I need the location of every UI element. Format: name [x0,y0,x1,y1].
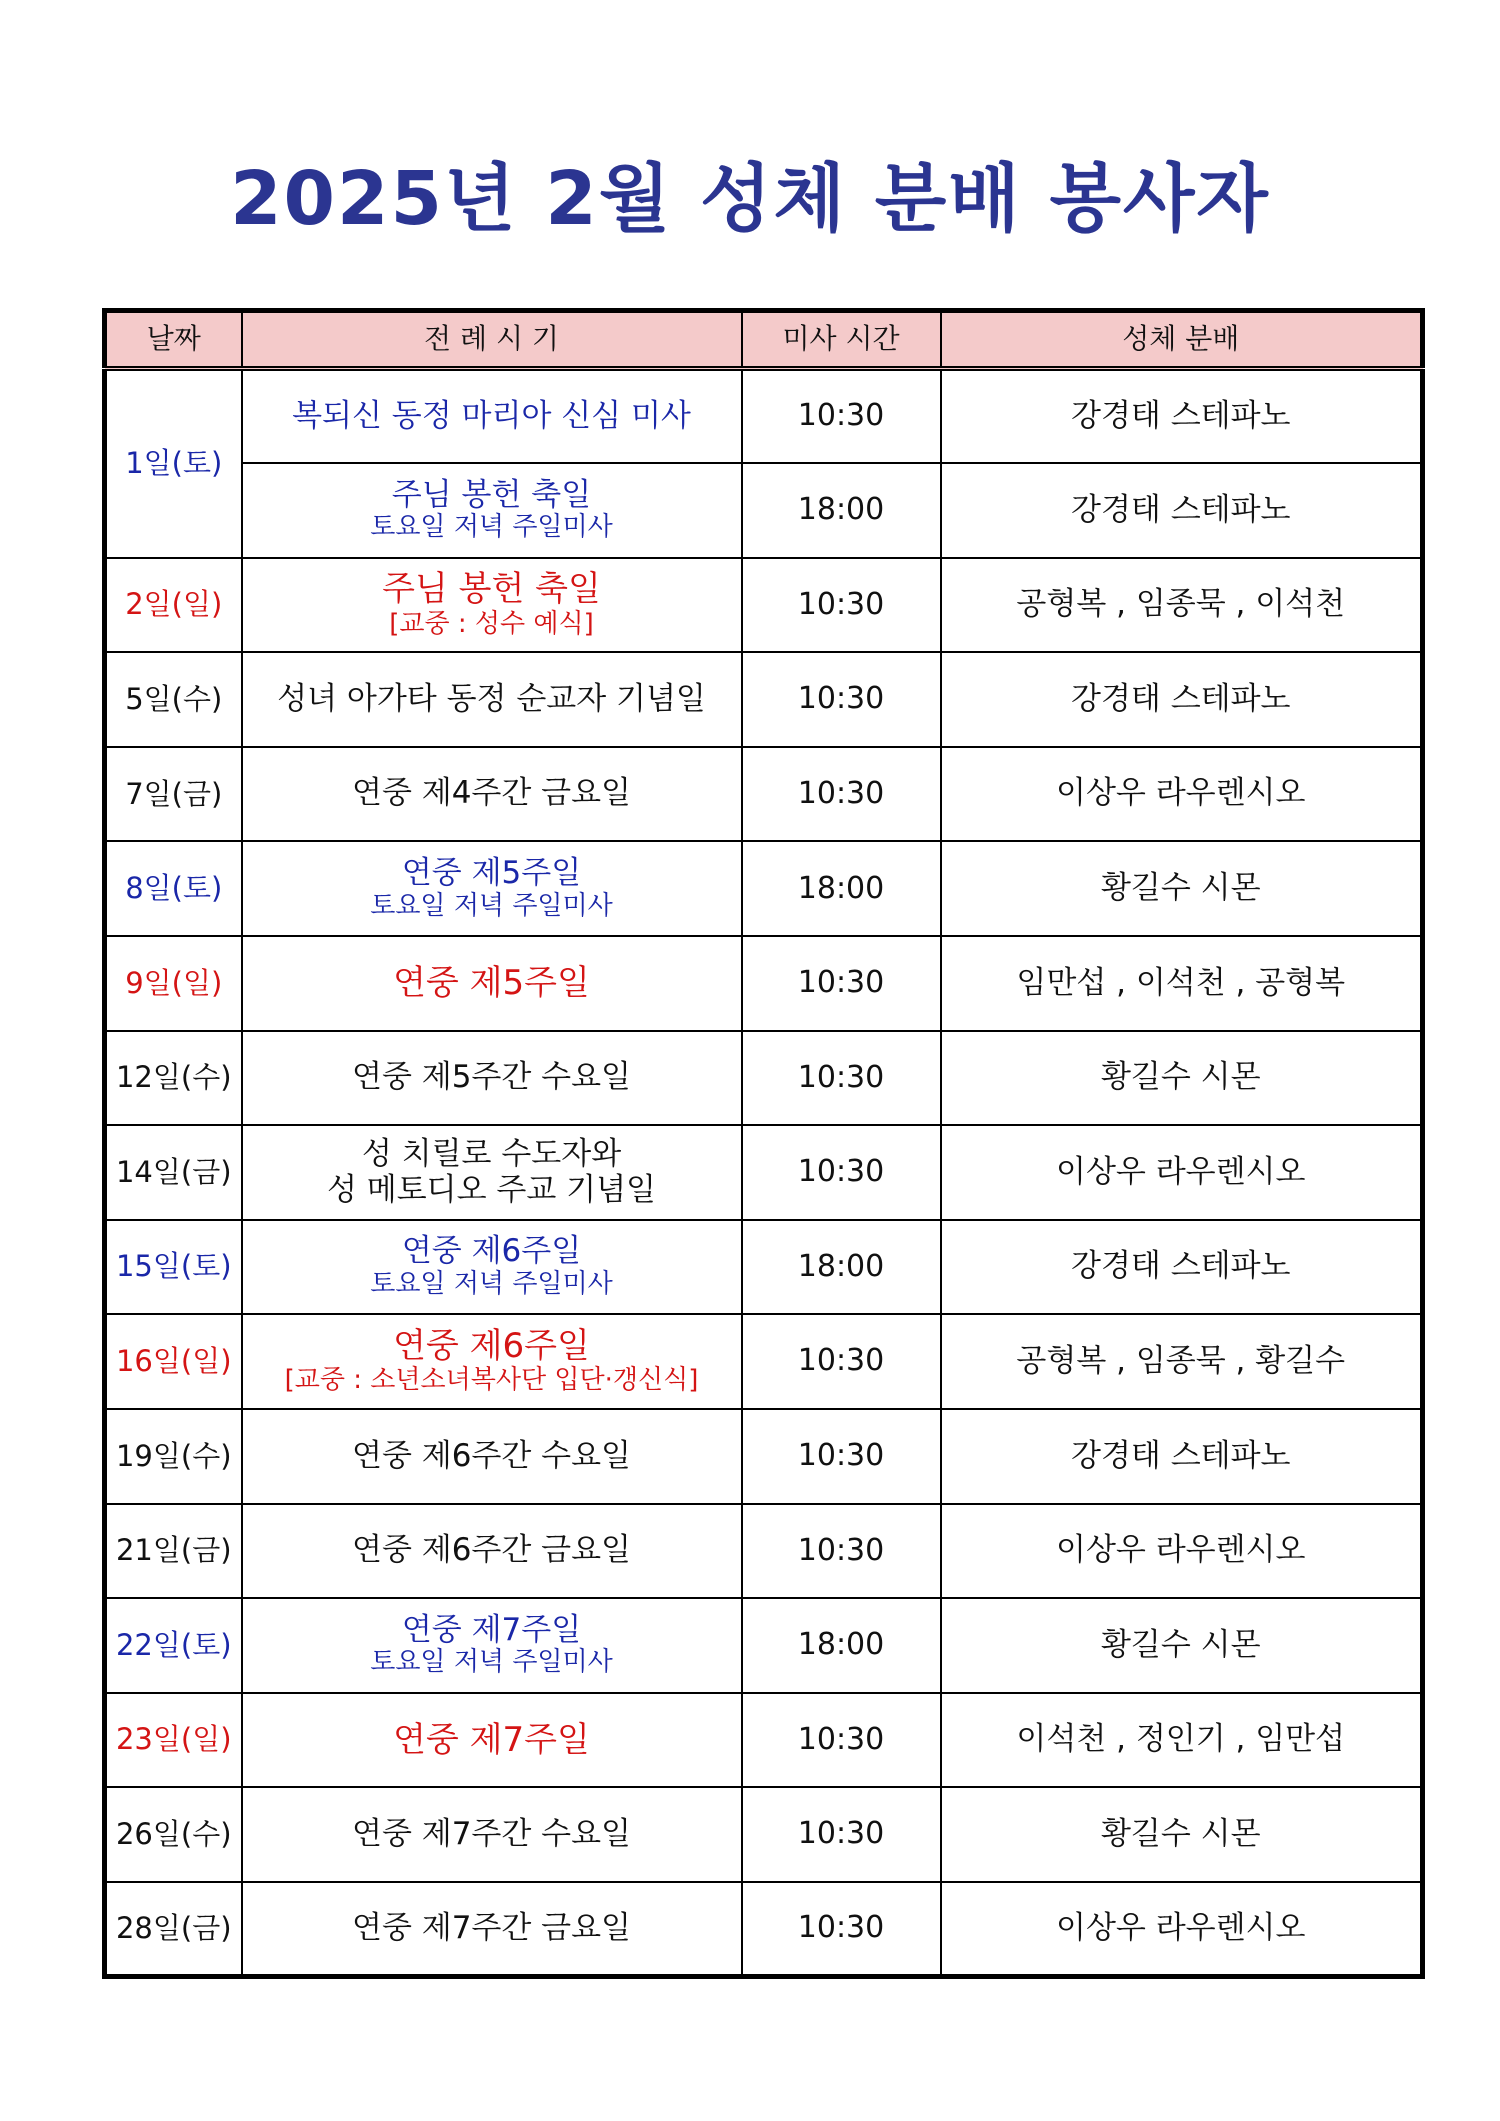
schedule-table [102,308,1425,1979]
header-row [105,311,1423,369]
liturgy-cell [242,747,742,842]
time-cell: 10:30 [742,558,941,653]
liturgy-title: 주님 봉헌 축일 [382,569,601,610]
servers-cell: 강경태 스테파노 [941,369,1423,464]
liturgy-title: 연중 제7주일 [401,1611,582,1648]
time-cell: 10:30 [742,1031,941,1126]
liturgy-title: 성 치릴로 수도자와 [361,1135,622,1172]
servers-cell: 강경태 스테파노 [941,463,1423,558]
time-cell: 10:30 [742,369,941,464]
date-cell: 22일(토) [105,1598,242,1693]
liturgy-title: 연중 제7주일 [393,1719,590,1760]
header-servers: 성체 분배 [941,311,1423,369]
liturgy-cell [242,463,742,558]
liturgy-cell [242,652,742,747]
servers-cell: 이상우 라우렌시오 [941,747,1423,842]
table-row [105,1314,1423,1409]
liturgy-note: 토요일 저녁 주일미사 [370,1269,613,1300]
servers-cell: 임만섭 , 이석천 , 공형복 [941,936,1423,1031]
date-cell: 21일(금) [105,1504,242,1599]
time-cell: 18:00 [742,463,941,558]
table-row [105,936,1423,1031]
table-row [105,1125,1423,1220]
date-cell: 16일(일) [105,1314,242,1409]
liturgy-cell [242,936,742,1031]
liturgy-cell [242,841,742,936]
date-cell: 12일(수) [105,1031,242,1126]
header-time: 미사 시간 [742,311,941,369]
liturgy-cell [242,558,742,653]
header-date: 날짜 [105,311,242,369]
table-row [105,841,1423,936]
table-row [105,1409,1423,1504]
liturgy-title-line2: 성 메토디오 주교 기념일 [326,1171,657,1208]
servers-cell: 황길수 시몬 [941,1031,1423,1126]
liturgy-title: 연중 제7주간 금요일 [352,1909,631,1946]
time-cell: 10:30 [742,1125,941,1220]
time-cell: 10:30 [742,1504,941,1599]
servers-cell: 이석천 , 정인기 , 임만섭 [941,1693,1423,1788]
time-cell: 10:30 [742,1787,941,1882]
time-cell: 18:00 [742,1220,941,1315]
liturgy-title: 연중 제4주간 금요일 [352,775,631,812]
servers-cell: 강경태 스테파노 [941,1220,1423,1315]
liturgy-cell [242,1409,742,1504]
date-cell: 1일(토) [105,369,242,558]
servers-cell: 황길수 시몬 [941,841,1423,936]
servers-cell: 황길수 시몬 [941,1598,1423,1693]
liturgy-cell [242,1125,742,1220]
table-row [105,1031,1423,1126]
table-row [105,1693,1423,1788]
table-row [105,1220,1423,1315]
time-cell: 10:30 [742,652,941,747]
date-cell: 8일(토) [105,841,242,936]
date-cell: 15일(토) [105,1220,242,1315]
table-row [105,1787,1423,1882]
liturgy-note: 토요일 저녁 주일미사 [370,1647,613,1678]
date-cell: 2일(일) [105,558,242,653]
header-liturgy: 전 례 시 기 [242,311,742,369]
time-cell: 10:30 [742,1882,941,1977]
table-row [105,1504,1423,1599]
liturgy-title: 연중 제5주간 수요일 [352,1059,631,1096]
liturgy-cell [242,1220,742,1315]
table-row [105,1598,1423,1693]
time-cell: 10:30 [742,1693,941,1788]
liturgy-note: 토요일 저녁 주일미사 [370,890,613,921]
servers-cell: 황길수 시몬 [941,1787,1423,1882]
date-cell: 28일(금) [105,1882,242,1977]
liturgy-cell [242,1693,742,1788]
table-row [105,652,1423,747]
date-cell: 19일(수) [105,1409,242,1504]
liturgy-title: 성녀 아가타 동정 순교자 기념일 [277,680,706,717]
date-cell: 23일(일) [105,1693,242,1788]
servers-cell: 강경태 스테파노 [941,652,1423,747]
liturgy-title: 연중 제6주일 [401,1233,582,1270]
table-row [105,558,1423,653]
liturgy-cell [242,1787,742,1882]
liturgy-cell [242,369,742,464]
time-cell: 10:30 [742,747,941,842]
table-row [105,1882,1423,1977]
liturgy-cell [242,1031,742,1126]
date-cell: 14일(금) [105,1125,242,1220]
date-cell: 5일(수) [105,652,242,747]
liturgy-cell [242,1598,742,1693]
liturgy-title: 연중 제5주일 [393,962,590,1003]
time-cell: 10:30 [742,1409,941,1504]
liturgy-title: 연중 제6주간 수요일 [352,1437,631,1474]
liturgy-title: 연중 제6주간 금요일 [352,1532,631,1569]
liturgy-title: 복되신 동정 마리아 신심 미사 [292,397,691,434]
liturgy-title: 주님 봉헌 축일 [391,476,592,513]
liturgy-note: 토요일 저녁 주일미사 [370,512,613,543]
liturgy-note: [교중 : 성수 예식] [389,608,594,639]
servers-cell: 이상우 라우렌시오 [941,1882,1423,1977]
liturgy-cell [242,1882,742,1977]
date-cell: 9일(일) [105,936,242,1031]
servers-cell: 이상우 라우렌시오 [941,1504,1423,1599]
servers-cell: 공형복 , 임종묵 , 황길수 [941,1314,1423,1409]
date-cell: 26일(수) [105,1787,242,1882]
page-title: 2025년 2월 성체 분배 봉사자 [230,156,1270,242]
liturgy-title: 연중 제6주일 [393,1326,590,1367]
table-row [105,463,1423,558]
liturgy-cell [242,1314,742,1409]
time-cell: 10:30 [742,1314,941,1409]
date-cell: 7일(금) [105,747,242,842]
table-row [105,369,1423,464]
time-cell: 10:30 [742,936,941,1031]
table-row [105,747,1423,842]
servers-cell: 강경태 스테파노 [941,1409,1423,1504]
time-cell: 18:00 [742,1598,941,1693]
liturgy-title: 연중 제5주일 [401,855,582,891]
liturgy-note: [교중 : 소년소녀복사단 입단·갱신식] [284,1365,699,1396]
liturgy-title: 연중 제7주간 수요일 [352,1815,631,1852]
servers-cell: 공형복 , 임종묵 , 이석천 [941,558,1423,653]
time-cell: 18:00 [742,841,941,936]
servers-cell: 이상우 라우렌시오 [941,1125,1423,1220]
liturgy-cell [242,1504,742,1599]
